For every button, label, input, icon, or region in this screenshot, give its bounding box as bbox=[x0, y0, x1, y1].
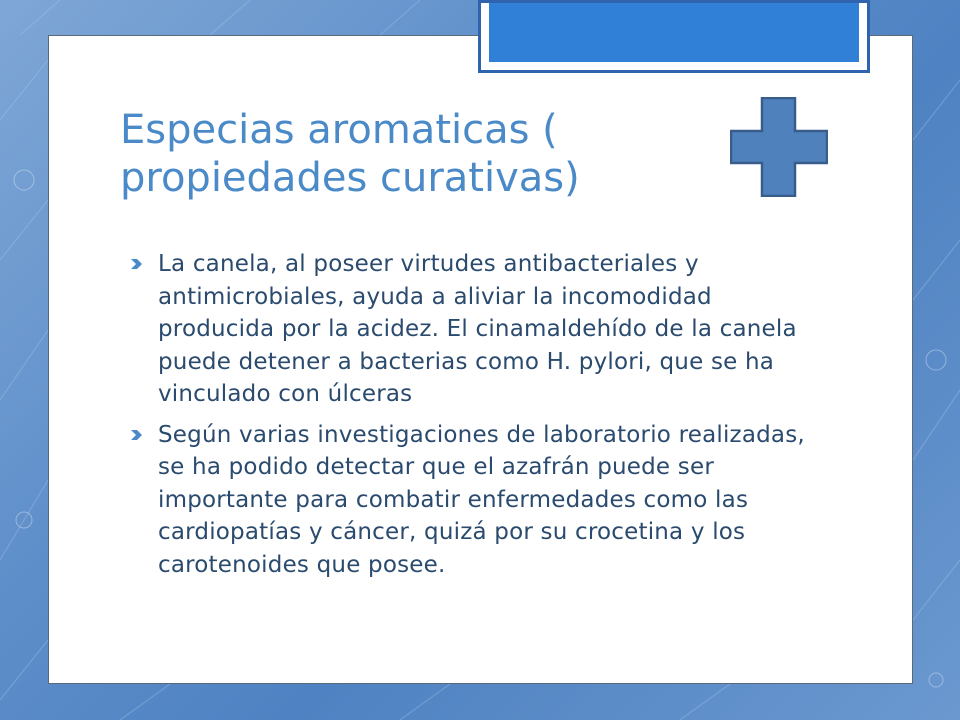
bullet-item bbox=[128, 419, 818, 582]
bullet-text: La canela, al poseer virtudes antibacteriales y antimicrobiales, ayuda a aliviar la incomodidad producida por la acidez. El cinamaldehído de la canela puede detener a bacterias como H. pylori, que se ha vinculado con úlceras bbox=[158, 251, 797, 407]
medical-cross-icon bbox=[730, 97, 828, 197]
header-accent-fill bbox=[489, 3, 859, 62]
chevron-bullet-icon bbox=[130, 257, 144, 271]
header-accent-box bbox=[478, 0, 870, 73]
chevron-bullet-icon bbox=[130, 428, 144, 442]
slide-title: Especias aromaticas ( propiedades curativas) bbox=[120, 107, 580, 201]
bullet-list bbox=[128, 248, 818, 589]
bullet-item bbox=[128, 248, 818, 411]
bullet-text: Según varias investigaciones de laboratorio realizadas, se ha podido detectar que el azafrán puede ser importante para combatir enfermedades como las cardiopatías y cáncer, quizá por su crocetina y los carotenoides que posee. bbox=[158, 421, 805, 578]
